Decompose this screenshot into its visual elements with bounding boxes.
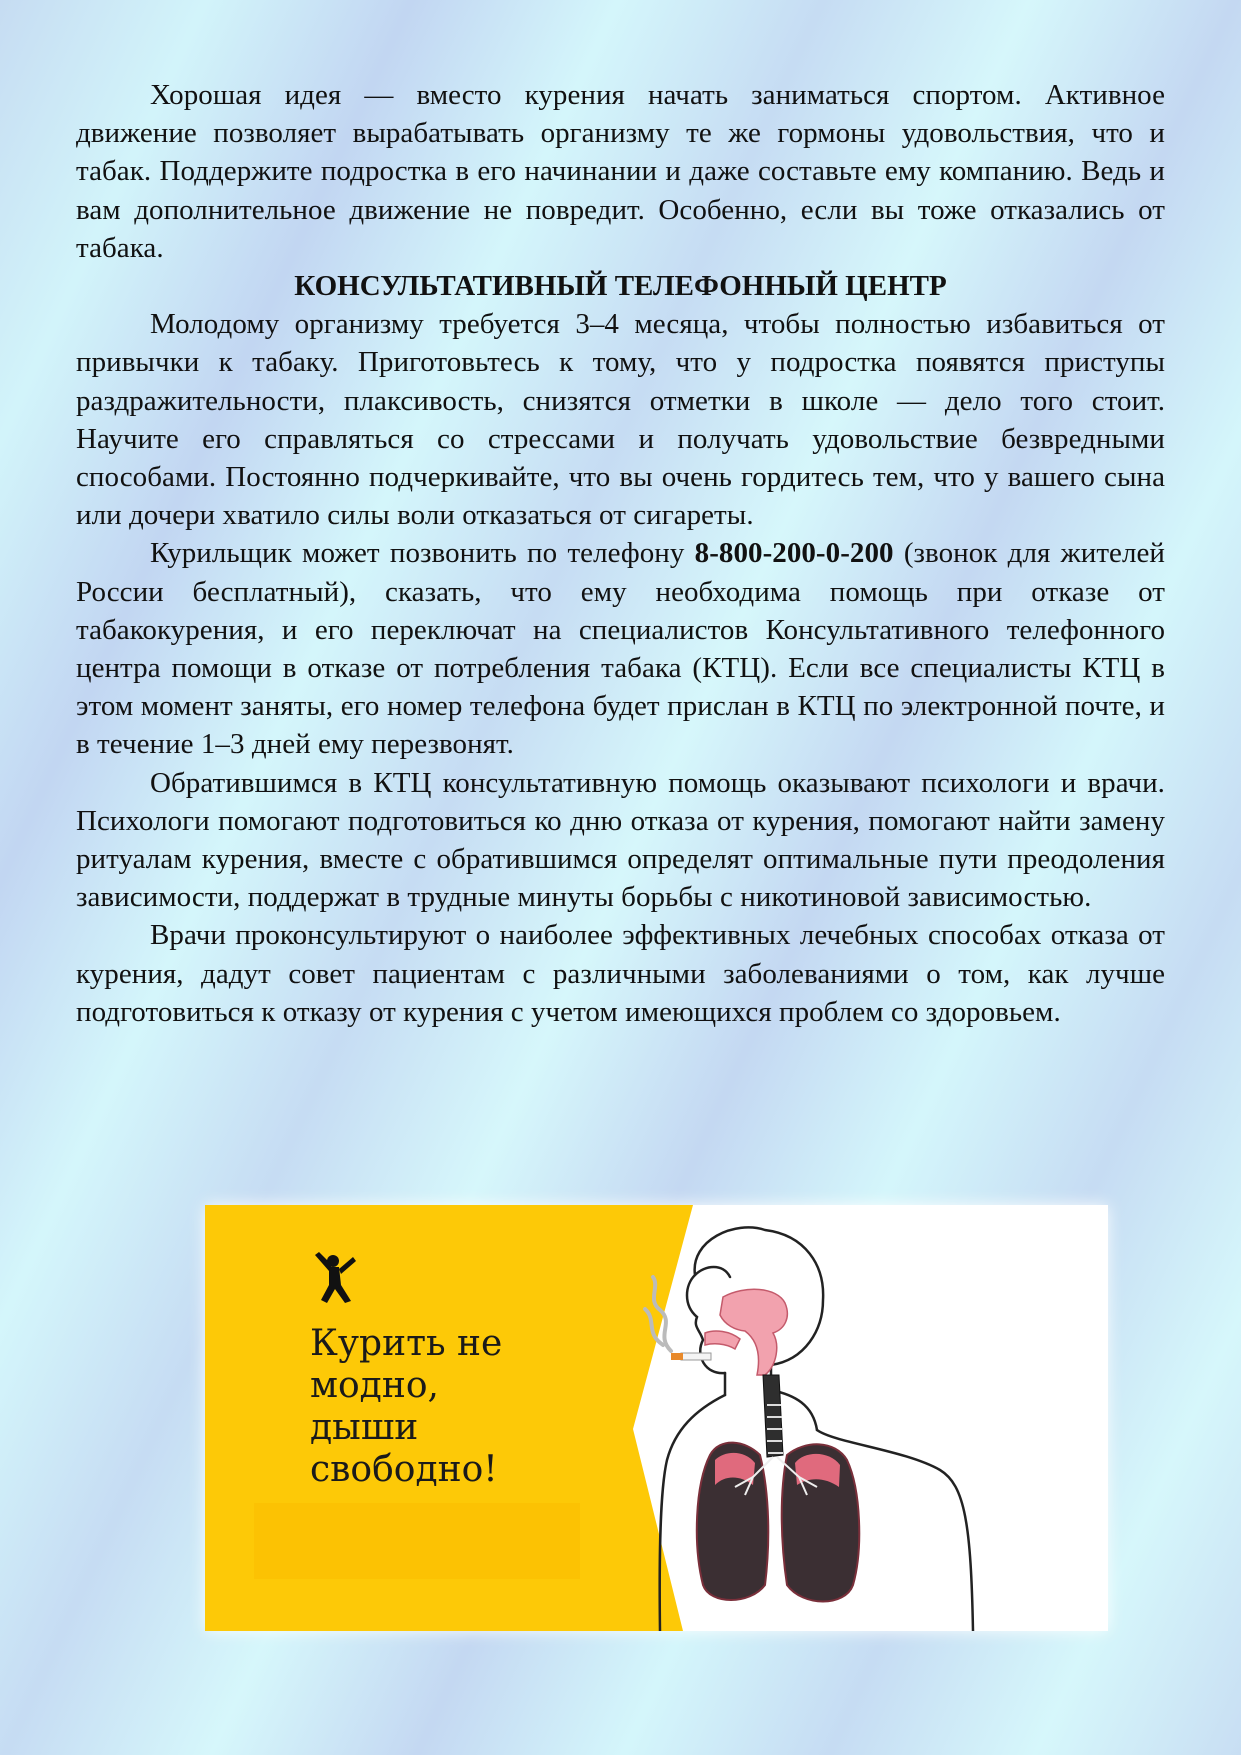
banner-slogan: [310, 1323, 570, 1491]
document-page: [76, 76, 1165, 1031]
paragraph-doctors: Врачи проконсультируют о наиболее эффективных лечебных способах отказа от курения, дадут совет пациентам с различными заболеваниями о том, как лучше подготовиться к отказу от курения с учетом имеющихся проблем со здоровьем.: [76, 919, 1165, 1028]
slogan-line-3: дыши: [310, 1407, 419, 1448]
section-heading: КОНСУЛЬТАТИВНЫЙ ТЕЛЕФОННЫЙ ЦЕНТР: [294, 270, 947, 303]
paragraph-sport: Хорошая идея — вместо курения начать заниматься спортом. Активное движение позволяет вырабатывать организму те же гормоны удовольствия, что и табак. Поддержите подростка в его начинании и даже составьте ему компанию. Ведь и вам дополнительное движение не повредит. Особенно, если вы тоже отказались от табака.: [76, 79, 1165, 264]
phone-text-after: (звонок для жителей России бесплатный), сказать, что ему необходима помощь при отказе от табакокурения, и его переключат на специалистов Консультативного телефонного центра помощи в отказе от потребления табака (КТЦ). Если все специалисты КТЦ в этом момент заняты, его номер телефона будет прислан в КТЦ по электронной почте, и в течение 1–3 дней ему перезвонят.: [76, 537, 1165, 761]
banner-yellow-strip: [254, 1503, 580, 1579]
cigarette-icon: [671, 1353, 711, 1360]
slogan-line-1: Курить не: [310, 1323, 503, 1364]
anti-smoking-banner: [205, 1205, 1108, 1631]
phone-number: 8-800-200-0-200: [694, 537, 894, 570]
slogan-line-2: модно,: [310, 1365, 439, 1406]
slogan-line-4: свободно!: [310, 1449, 498, 1490]
paragraph-young-organism: Молодому организму требуется 3–4 месяца, чтобы полностью избавиться от привычки к табаку. Приготовьтесь к тому, что у подростка появятся приступы раздражительности, плаксивость, снизятся отметки в школе — дело того стоит. Научите его справляться со стрессами и получать удовольствие безвредными способами. Постоянно подчеркивайте, что вы очень гордитесь тем, что у вашего сына или дочери хватило силы воли отказаться от сигареты.: [76, 308, 1165, 532]
paragraph-psychologists: Обратившимся в КТЦ консультативную помощь оказывают психологи и врачи. Психологи помогают подготовиться ко дню отказа от курения, помогают найти замену ритуалам курения, вместе с обратившимся определят оптимальные пути преодоления зависимости, поддержат в трудные минуты борьбы с никотиновой зависимостью.: [76, 766, 1165, 914]
paragraph-phone: [76, 534, 1165, 763]
phone-text-before: Курильщик может позвонить по телефону: [150, 537, 695, 570]
